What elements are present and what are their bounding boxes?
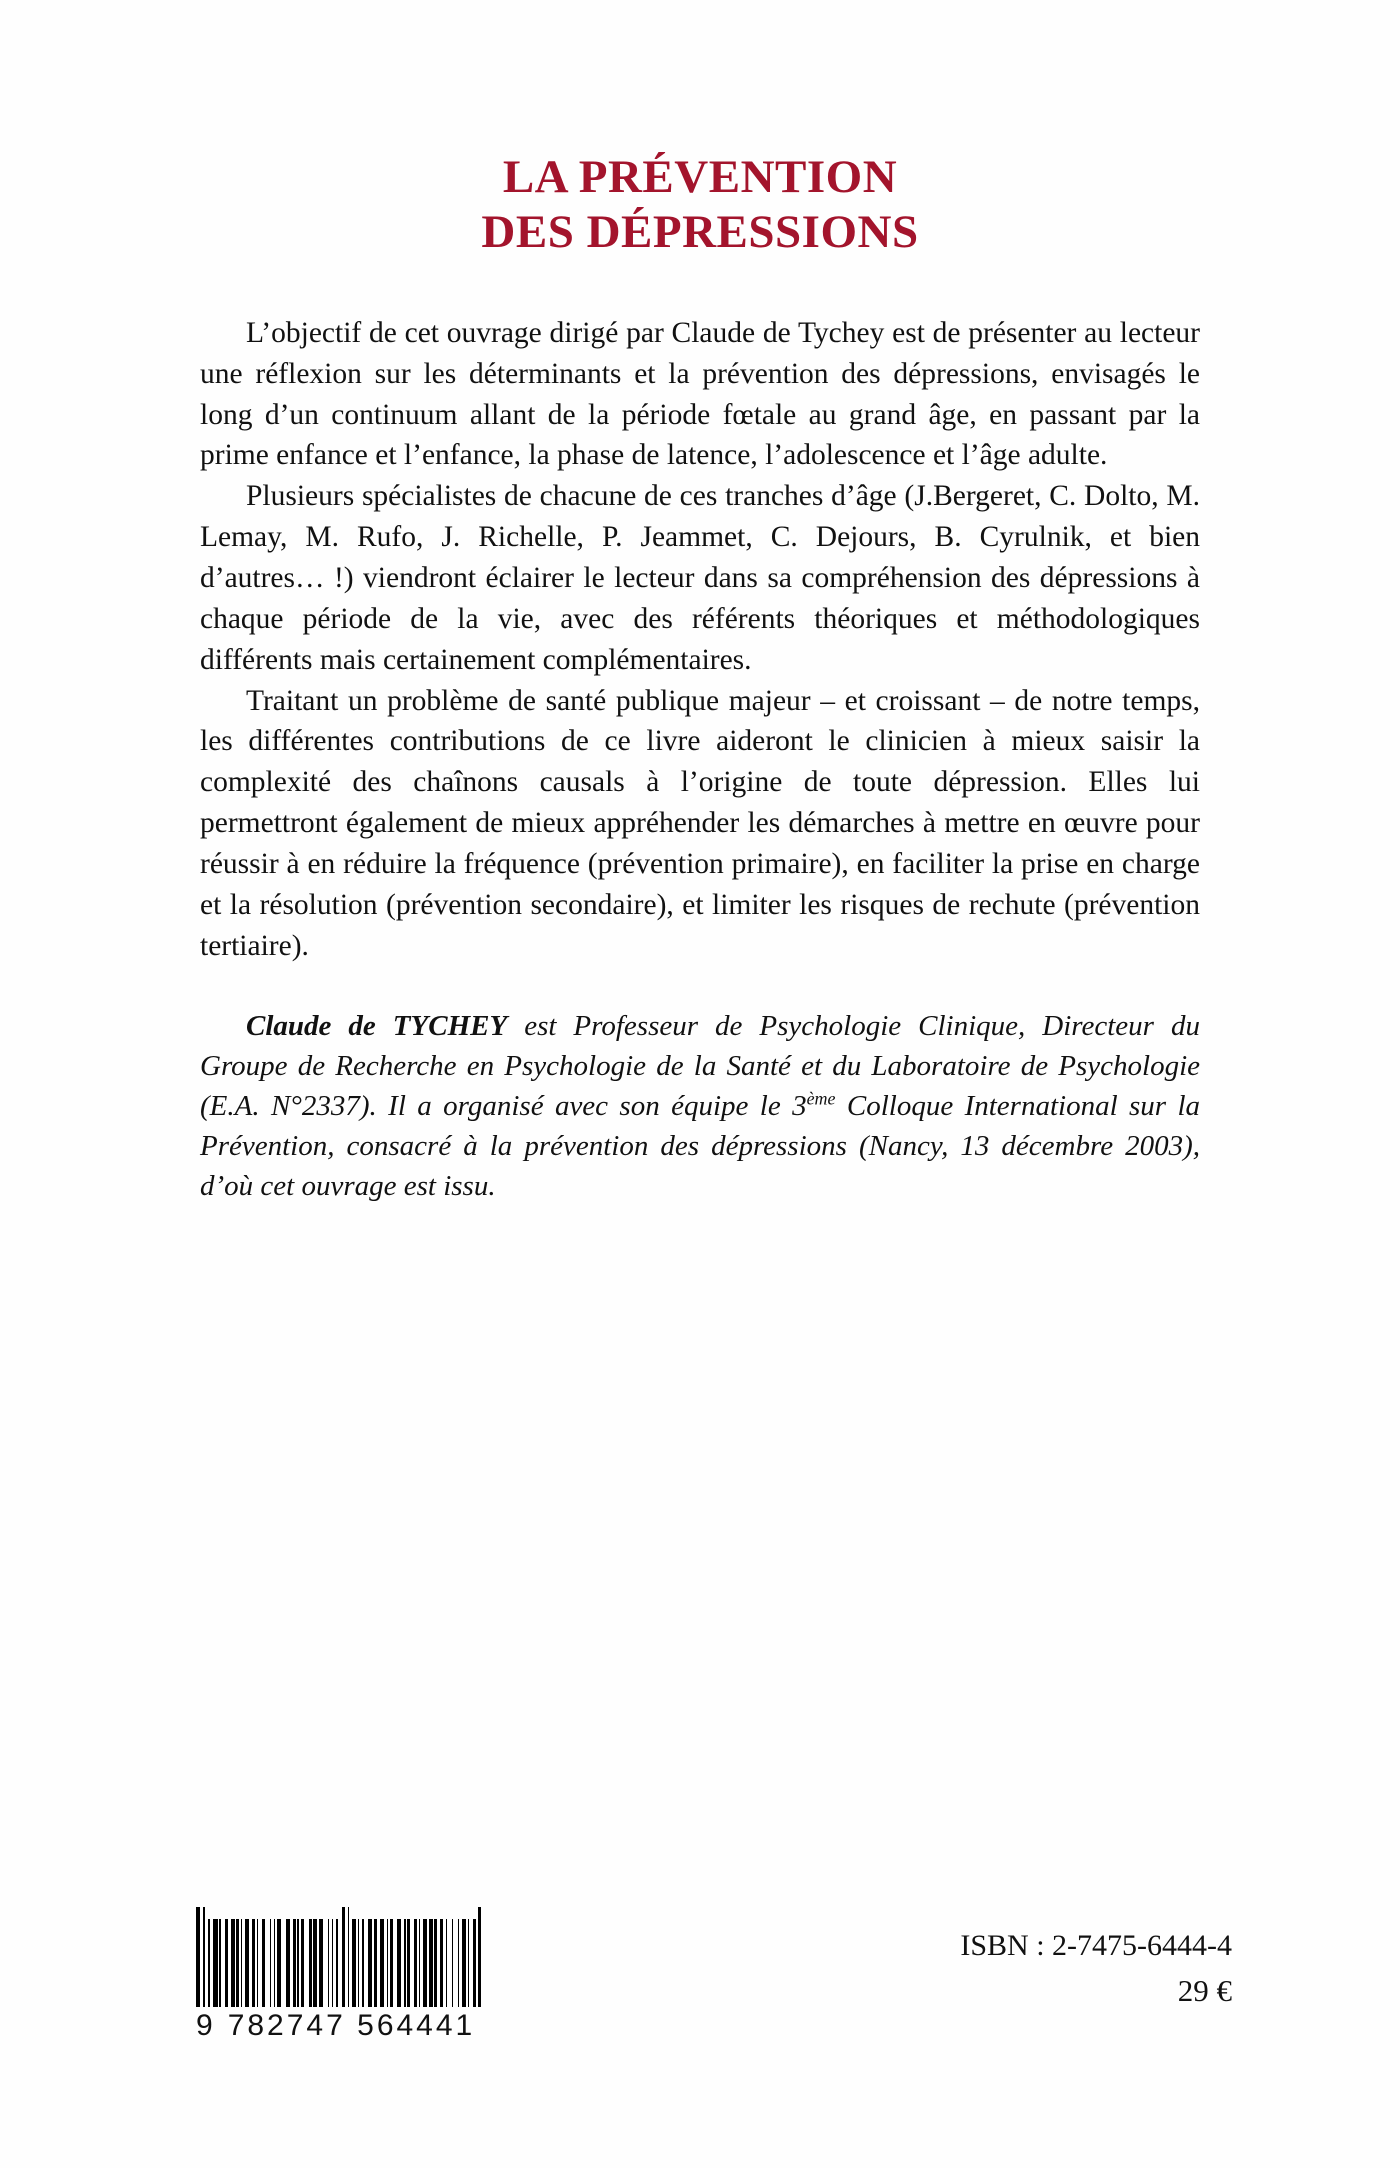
author-bio-part-2: Colloque International sur la Prévention, consacré à la prévention des dépressions (Nancy, 13 décembre 2003), d’où cet ouvrage est issu. [200, 1090, 1201, 1203]
cover-footer [0, 1885, 1400, 2085]
blurb-paragraph: Traitant un problème de santé publique majeur – et croissant – de notre temps, les différentes contributions de ce livre aideront le clinicien à mieux saisir la complexité des chaînons causals à l’origine de toute dépression. Elles lui permettront également de mieux appréhender les démarches à mettre en œuvre pour réussir à en réduire la fréquence (prévention primaire), en faciliter la prise en charge et la résolution (prévention secondaire), et limiter les risques de rechute (prévention tertiaire). [200, 684, 1200, 962]
page-title-line-2: DES DÉPRESSIONS [481, 206, 919, 259]
page-title-line-1: LA PRÉVENTION [502, 151, 898, 203]
author-biography [200, 1006, 1200, 1206]
barcode-number: 782747 564441 [227, 2009, 476, 2042]
price-text: 29 € [1177, 1973, 1232, 2008]
isbn-text: ISBN : 2-7475-6444-4 [960, 1929, 1232, 1962]
blurb-paragraph: L’objectif de cet ouvrage dirigé par Claude de Tychey est de présenter au lecteur une réflexion sur les déterminants et la prévention des dépressions, envisagés le long d’un continuum allant de la période fœtale au grand âge, en passant par la prime enfance et l’enfance, la phase de latence, l’adolescence et l’âge adulte. [200, 316, 1200, 472]
blurb [200, 313, 1200, 967]
barcode-digits [196, 2009, 541, 2043]
isbn-block [960, 1923, 1232, 2015]
cover-content [200, 150, 1200, 1206]
author-name: Claude de TYCHEY [246, 1010, 508, 1043]
barcode-bars [196, 1907, 541, 2007]
barcode [196, 1907, 541, 2043]
author-bio-part-1: est Professeur de Psychologie Clinique, Directeur du Groupe de Recherche en Psychologie de la Santé et du Laboratoire de Psychologie (E.A. N°2337). Il a organisé avec son équipe le 3 [200, 1010, 1200, 1123]
barcode-lead-digit: 9 [196, 2009, 216, 2042]
page-title [200, 150, 1200, 261]
author-bio-superscript: ème [806, 1088, 836, 1109]
blurb-paragraph: Plusieurs spécialistes de chacune de ces tranches d’âge (J.Bergeret, C. Dolto, M. Lemay, M. Rufo, J. Richelle, P. Jeammet, C. Dejours, B. Cyrulnik, et bien d’autres… !) viendront éclairer le lecteur dans sa compréhension des dépressions à chaque période de la vie, avec des référents théoriques et méthodologiques différents mais certainement complémentaires. [200, 480, 1200, 676]
